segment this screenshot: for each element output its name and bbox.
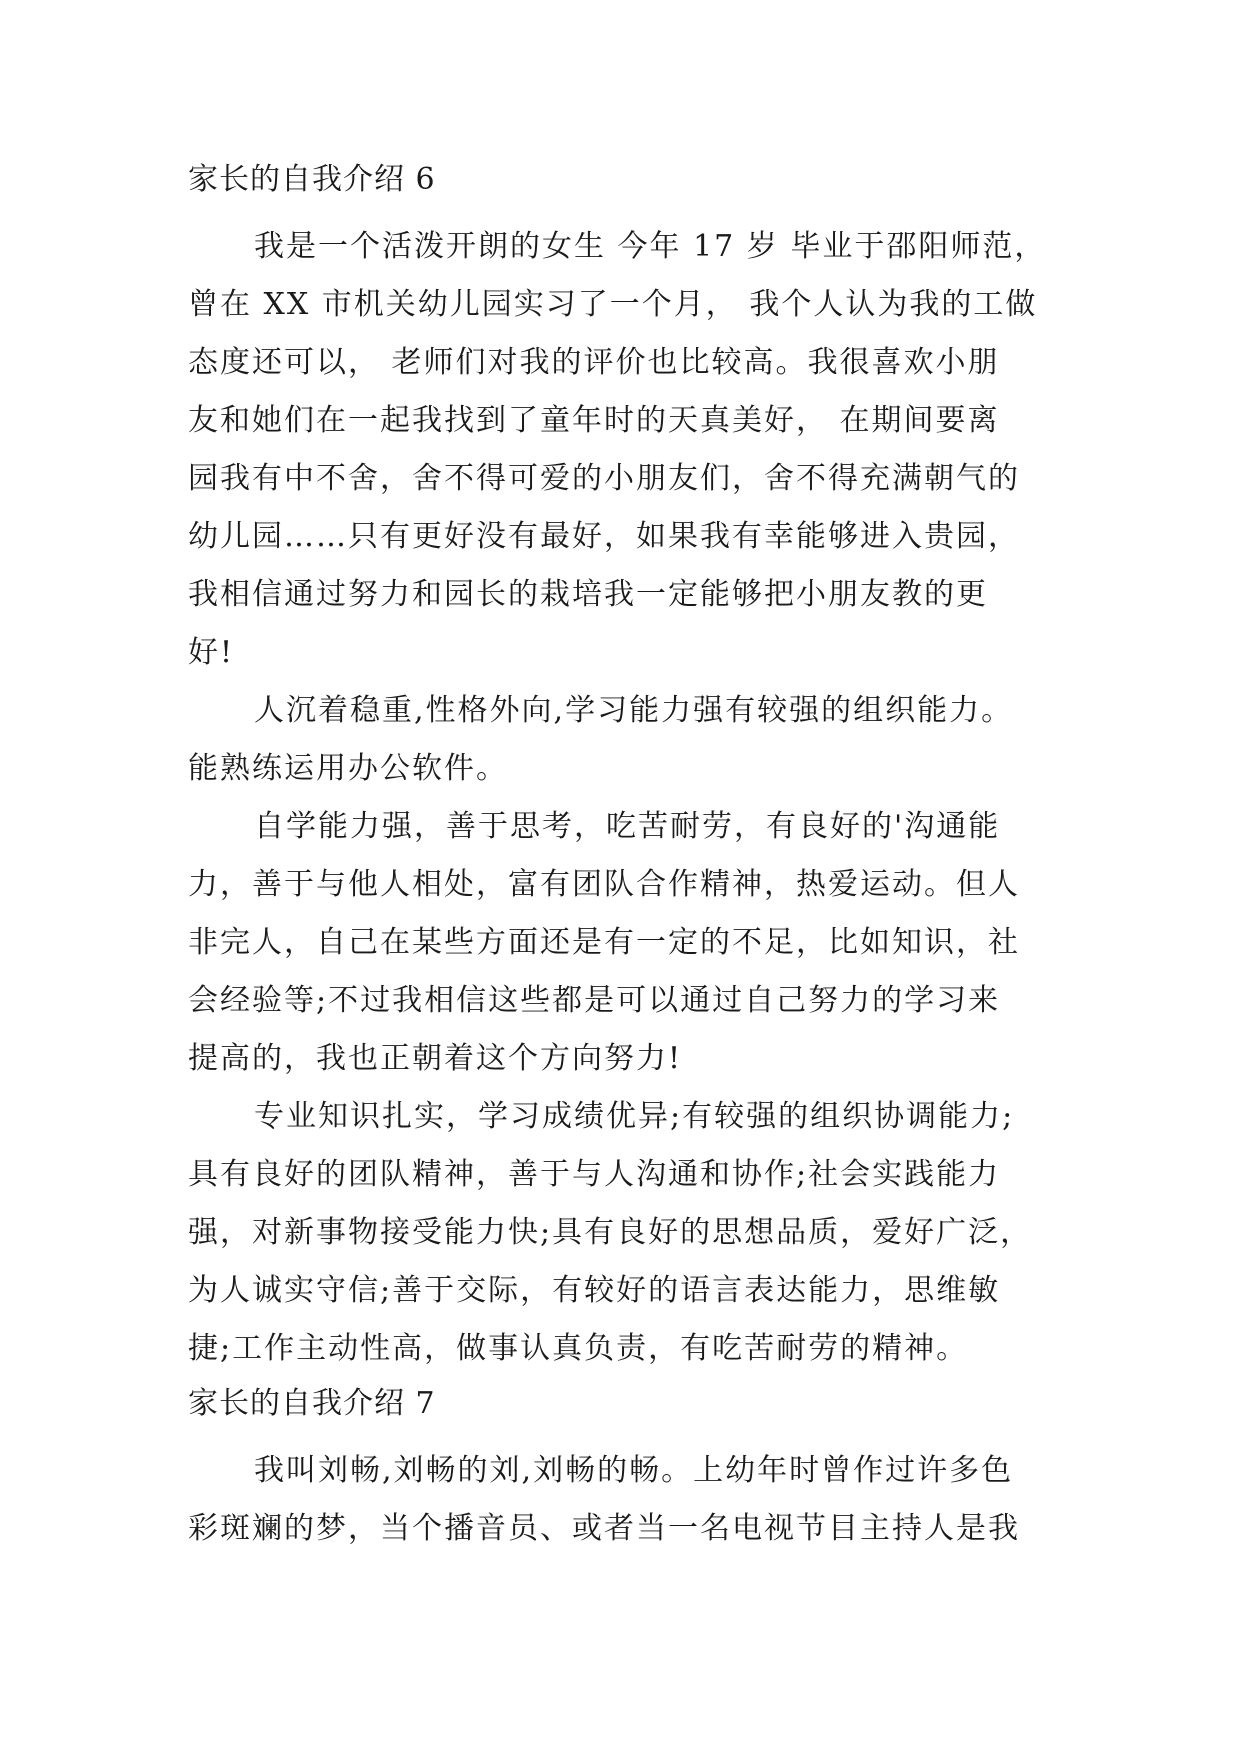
text-line: 强，对新事物接受能力快;具有良好的思想品质，爱好广泛， (188, 1215, 1033, 1250)
text-line: 曾在 XX 市机关幼儿园实习了一个月， 我个人认为我的工做 (188, 287, 1038, 322)
paragraph-self-learning (188, 798, 1058, 1088)
text-line: 捷;工作主动性高，做事认真负责，有吃苦耐劳的精神。 (188, 1331, 969, 1366)
paragraph-professional (188, 1088, 1058, 1378)
text-line: 能熟练运用办公软件。 (188, 751, 508, 786)
section-heading-6: 家长的自我介绍 6 (188, 162, 436, 197)
paragraph-personality (188, 682, 1058, 798)
text-line: 具有良好的团队精神，善于与人沟通和协作;社会实践能力 (188, 1157, 1001, 1192)
text-line: 非完人，自己在某些方面还是有一定的不足，比如知识，社 (188, 925, 1020, 960)
text-line: 我叫刘畅,刘畅的刘,刘畅的畅。上幼年时曾作过许多色 (254, 1453, 1014, 1488)
text-line: 我相信通过努力和园长的栽培我一定能够把小朋友教的更 (188, 577, 988, 612)
text-line: 力，善于与他人相处，富有团队合作精神，热爱运动。但人 (188, 867, 1020, 902)
text-line: 会经验等;不过我相信这些都是可以通过自己努力的学习来 (188, 983, 1001, 1018)
paragraph-intro (188, 218, 1058, 682)
document-body (188, 158, 1058, 1558)
text-line: 人沉着稳重,性格外向,学习能力强有较强的组织能力。 (254, 693, 1014, 728)
paragraph-liu-chang (188, 1442, 1058, 1558)
text-line: 我是一个活泼开朗的女生 今年 17 岁 毕业于邵阳师范， (254, 229, 1047, 264)
text-line: 友和她们在一起我找到了童年时的天真美好， 在期间要离 (188, 403, 1000, 438)
text-line: 专业知识扎实，学习成绩优异;有较强的组织协调能力; (254, 1099, 1015, 1134)
text-line: 彩斑斓的梦，当个播音员、或者当一名电视节目主持人是我 (188, 1511, 1020, 1546)
text-line: 好! (188, 635, 235, 670)
text-line: 幼儿园……只有更好没有最好，如果我有幸能够进入贵园， (188, 519, 1020, 554)
section-heading-7: 家长的自我介绍 7 (188, 1386, 436, 1421)
text-line: 态度还可以， 老师们对我的评价也比较高。我很喜欢小朋 (188, 345, 1000, 380)
text-line: 提高的，我也正朝着这个方向努力! (188, 1041, 683, 1076)
text-line: 自学能力强，善于思考，吃苦耐劳，有良好的'沟通能 (254, 809, 1001, 844)
text-line: 为人诚实守信;善于交际，有较好的语言表达能力，思维敏 (188, 1273, 1001, 1308)
text-line: 园我有中不舍，舍不得可爱的小朋友们，舍不得充满朝气的 (188, 461, 1020, 496)
